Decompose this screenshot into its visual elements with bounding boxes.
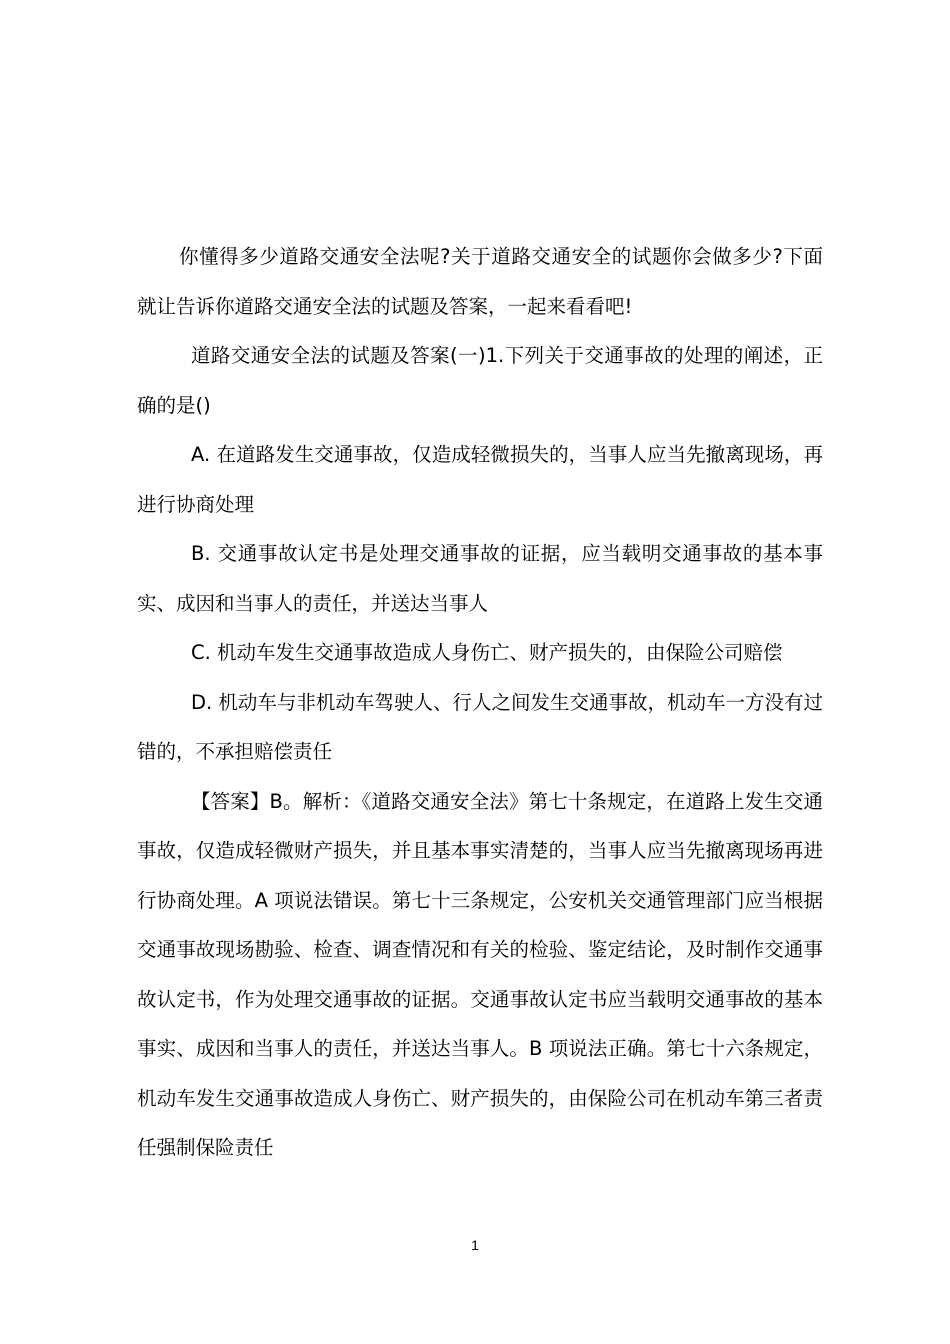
intro-paragraph: 你懂得多少道路交通安全法呢?关于道路交通安全的试题你会做多少?下面就让告诉你道路交通安全法的试题及答案，一起来看看吧! (137, 245, 823, 318)
option-a-paragraph: A. 在道路发生交通事故，仅造成轻微损失的，当事人应当先撤离现场，再进行协商处理 (137, 443, 823, 516)
page-number: 1 (471, 1237, 479, 1253)
question-paragraph: 道路交通安全法的试题及答案(一)1.下列关于交通事故的处理的阐述，正确的是() (137, 344, 823, 417)
document-body (137, 232, 823, 1173)
option-b-paragraph: B. 交通事故认定书是处理交通事故的证据，应当载明交通事故的基本事实、成因和当事人的责任，并送达当事人 (137, 542, 823, 615)
answer-paragraph: 【答案】B。解析：《道路交通安全法》第七十条规定，在道路上发生交通事故，仅造成轻微财产损失，并且基本事实清楚的，当事人应当先撤离现场再进行协商处理。A 项说法错误。第七十三条规定，公安机关交通管理部门应当根据交通事故现场勘验、检查、调查情况和有关的检验、鉴定结论，及时制作交通事故认定书，作为处理交通事故的证据。交通事故认定书应当载明交通事故的基本事实、成因和当事人的责任，并送达当事人。B 项说法正确。第七十六条规定，机动车发生交通事故造成人身伤亡、财产损失的，由保险公司在机动车第三者责任强制保险责任 (137, 789, 823, 1159)
option-c-paragraph: C. 机动车发生交通事故造成人身伤亡、财产损失的，由保险公司赔偿 (191, 641, 783, 664)
option-d-paragraph: D. 机动车与非机动车驾驶人、行人之间发生交通事故，机动车一方没有过错的，不承担赔偿责任 (137, 690, 823, 763)
